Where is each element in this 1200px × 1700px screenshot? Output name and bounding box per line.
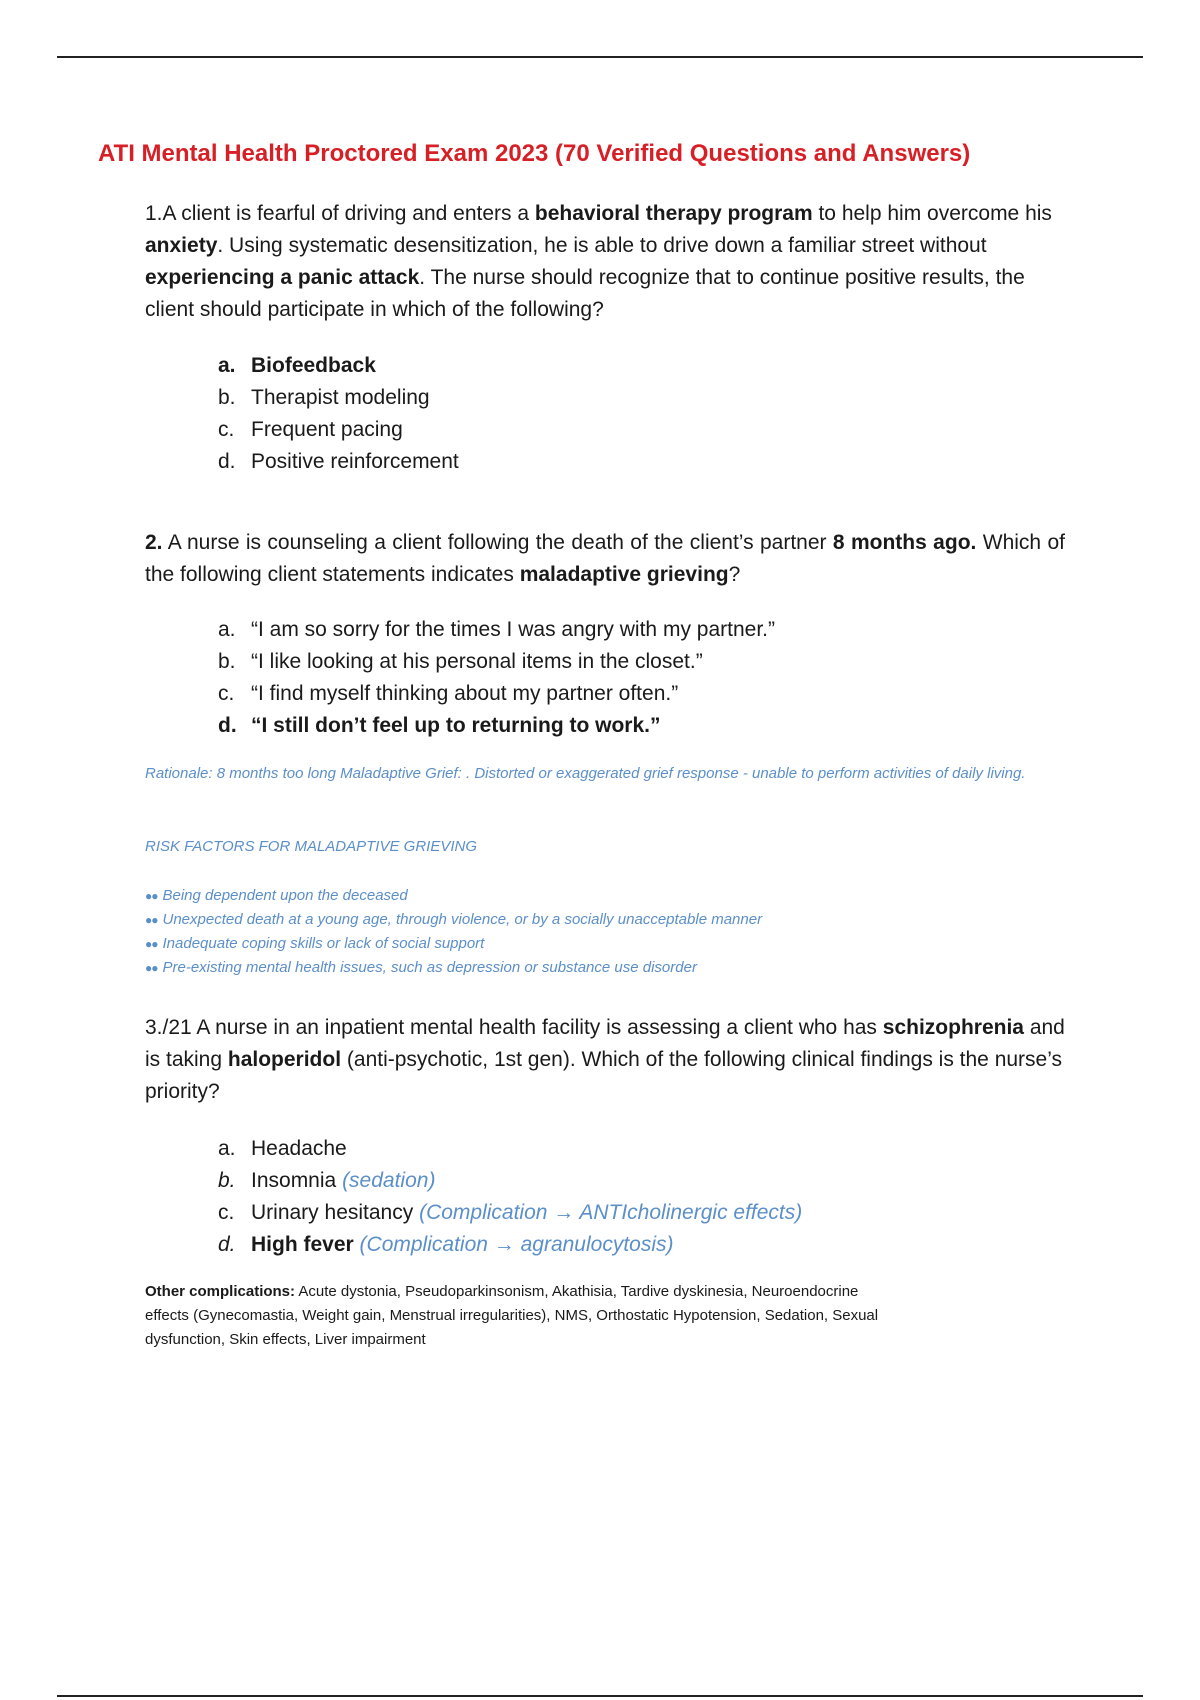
bullet-icon: ●●	[145, 913, 158, 927]
q3-option-a: a. Headache	[218, 1137, 347, 1160]
risk-factor-item: ●● Unexpected death at a young age, through violence, or by a socially unacceptable manner	[145, 911, 763, 928]
risk-factors-title: RISK FACTORS FOR MALADAPTIVE GRIEVING	[145, 838, 477, 855]
question-3: 3./21 A nurse in an inpatient mental health facility is assessing a client who has schizophrenia and is taking haloperidol (anti-psychotic, 1st gen). Which of the following clinical findings is the nurse’s priority?	[145, 1016, 1065, 1103]
q3-option-d: d. High fever (Complication → agranulocytosis)	[218, 1233, 674, 1256]
q2-option-d: d. “I still don’t feel up to returning to work.”	[218, 714, 661, 737]
document-title: ATI Mental Health Proctored Exam 2023 (70 Verified Questions and Answers)	[98, 140, 971, 167]
q1-option-d: d. Positive reinforcement	[218, 450, 459, 473]
bottom-rule	[57, 1695, 1143, 1697]
q2-options	[218, 614, 775, 742]
q2-number: 2.	[145, 531, 163, 554]
q3-option-b-note: (sedation)	[342, 1169, 436, 1192]
top-rule	[57, 56, 1143, 58]
q1-option-a: a. Biofeedback	[218, 354, 376, 377]
q3-option-d-note: (Complication → agranulocytosis)	[359, 1233, 674, 1256]
q3-option-c-note: (Complication → ANTIcholinergic effects)	[419, 1201, 803, 1224]
q3-options	[218, 1133, 802, 1261]
q1-option-c: c. Frequent pacing	[218, 418, 403, 441]
other-complications: Other complications: Acute dystonia, Pseudoparkinsonism, Akathisia, Tardive dyskinesia, Neuroendocrine effects (Gynecomastia, Weight gain, Menstrual irregularities), NMS, Orthostatic Hypotension, Sedation, Sexual dysfunction, Skin effects, Liver impairment	[145, 1283, 879, 1348]
q2-option-b: b. “I like looking at his personal items in the closet.”	[218, 650, 703, 673]
q2-rationale: Rationale: 8 months too long Maladaptive Grief: . Distorted or exaggerated grief response - unable to perform activities of daily living.	[145, 765, 1026, 782]
q3-option-c: c. Urinary hesitancy (Complication → ANTIcholinergic effects)	[218, 1201, 803, 1224]
q2-option-a: a. “I am so sorry for the times I was angry with my partner.”	[218, 618, 775, 641]
risk-factor-item: ●● Being dependent upon the deceased	[145, 887, 408, 904]
question-1: 1.A client is fearful of driving and enters a behavioral therapy program to help him overcome his anxiety. Using systematic desensitization, he is able to drive down a familiar street without experiencing a panic attack. The nurse should recognize that to continue positive results, the client should participate in which of the following?	[145, 202, 1052, 321]
risk-factor-item: ●● Pre-existing mental health issues, such as depression or substance use disorder	[145, 959, 697, 976]
q1-options	[218, 350, 459, 478]
q1-number: 1.	[145, 202, 163, 225]
risk-factors-list	[145, 884, 762, 980]
bullet-icon: ●●	[145, 961, 158, 975]
question-2: 2. A nurse is counseling a client following the death of the client’s partner 8 months ago. Which of the following client statements indicates maladaptive grieving?	[145, 531, 1065, 586]
bullet-icon: ●●	[145, 889, 158, 903]
bullet-icon: ●●	[145, 937, 158, 951]
risk-factor-item: ●● Inadequate coping skills or lack of social support	[145, 935, 485, 952]
q3-option-b: b. Insomnia (sedation)	[218, 1169, 436, 1192]
q1-option-b: b. Therapist modeling	[218, 386, 430, 409]
q2-option-c: c. “I find myself thinking about my partner often.”	[218, 682, 679, 705]
